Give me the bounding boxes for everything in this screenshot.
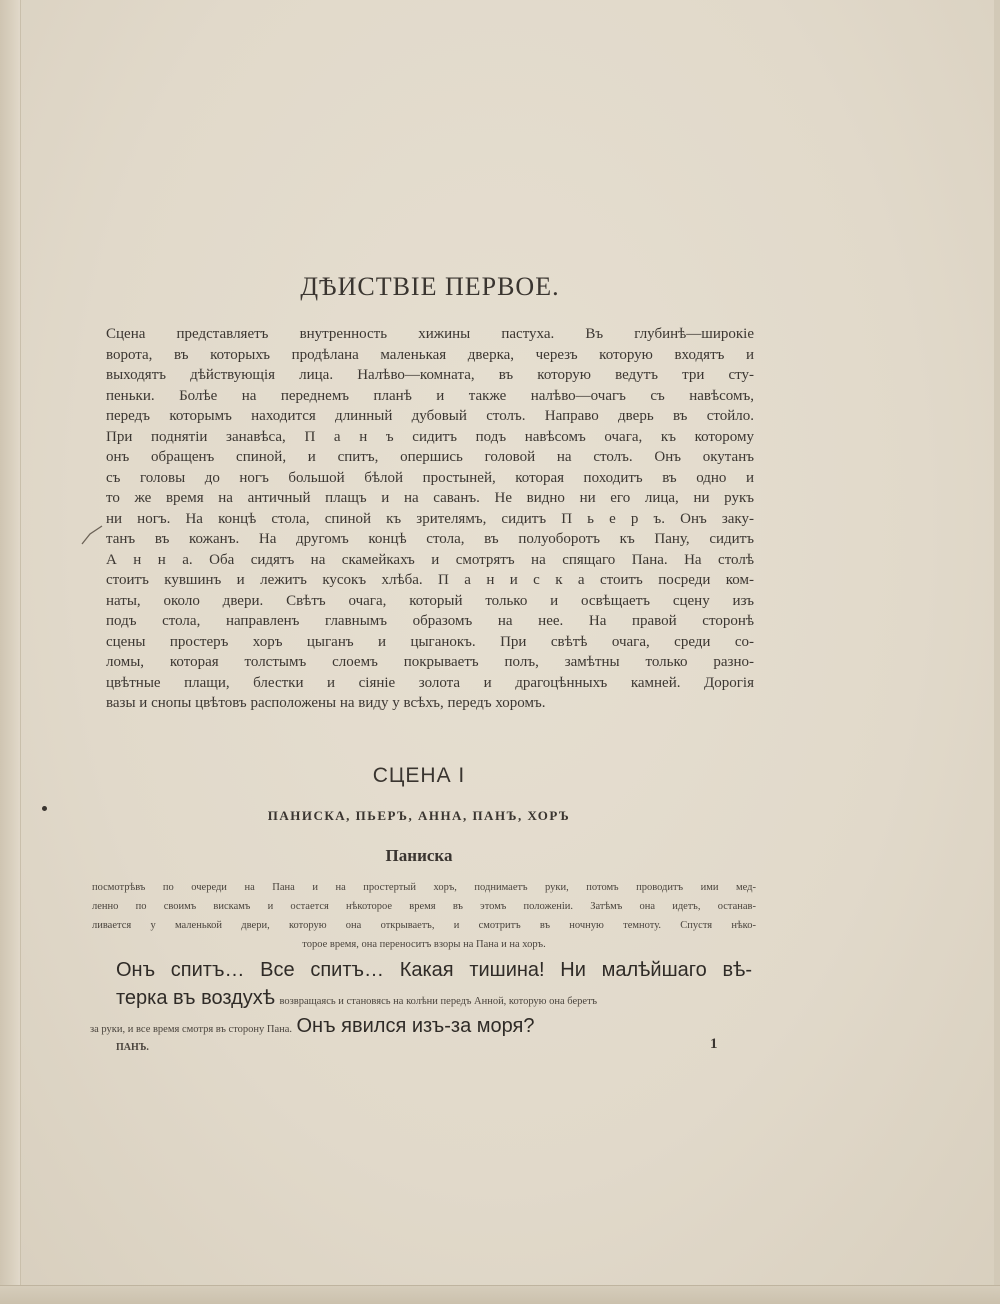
speech-line-2-text: терка въ воздухѣ xyxy=(116,987,276,1009)
stage-line: сцены простеръ хоръ цыганъ и цыганокъ. При свѣтѣ очага, среди со- xyxy=(106,633,754,650)
speech-line-3-direction: за руки, и все время смотря въ сторону Пана. xyxy=(90,1024,293,1035)
stage-line: ломы, которая толстымъ слоемъ покрываетъ полъ, замѣтны только разно- xyxy=(106,654,754,670)
stage-line: выходятъ дѣйствующія лица. Налѣво—комната, въ которую ведутъ три сту- xyxy=(106,367,754,383)
stage-directions xyxy=(106,324,754,714)
stage-line: передъ которымъ находится длинный дубовый столъ. Направо дверь въ стойло. xyxy=(106,408,754,424)
speech-line-3-text: Онъ явился изъ-за моря? xyxy=(296,1015,535,1037)
scene-title: СЦЕНА I xyxy=(372,764,466,787)
stage-line: подъ стола, направленъ главнымъ образомъ на нее. На правой сторонѣ xyxy=(106,613,754,629)
stage-line: пеньки. Болѣе на переднемъ планѣ и также налѣво—очагъ съ навѣсомъ, xyxy=(106,387,754,404)
page-right-edge xyxy=(994,0,1000,1304)
speech-line-2 xyxy=(116,984,756,1012)
stage-line: танъ въ кожанъ. На другомъ концѣ стола, въ полуоборотъ къ Пану, сидитъ xyxy=(106,531,754,547)
speaker-name: Паниска xyxy=(385,846,453,865)
page-number: 1 xyxy=(710,1036,718,1052)
stage-line: то же время на античный плащъ и на саванъ. Не видно ни его лица, ни рукъ xyxy=(106,490,754,506)
stage-line: стоитъ кувшинъ и лежитъ кусокъ хлѣба. П а н и с к а стоитъ посреди ком- xyxy=(106,572,754,588)
pencil-mark-icon xyxy=(80,524,104,546)
stage-line: онъ обращенъ спиной, и спитъ, опершись головой на столъ. Онъ окутанъ xyxy=(106,449,754,465)
stage-line: вазы и снопы цвѣтовъ расположены на виду у всѣхъ, передъ хоромъ. xyxy=(106,695,546,711)
stage-line: наты, около двери. Свѣтъ очага, который только и освѣщаетъ сцену изъ xyxy=(106,592,754,609)
speaker-direction xyxy=(92,878,756,954)
stage-line: А н н а. Оба сидятъ на скамейкахъ и смотрятъ на спящаго Пана. На столѣ xyxy=(106,551,754,568)
page-left-edge xyxy=(0,0,21,1304)
direction-line: торое время, она переноситъ взоры на Пана и на хоръ. xyxy=(302,939,546,950)
stage-line: съ головы до ногъ большой бѣлой простыней, которая походитъ въ одно и xyxy=(106,469,754,486)
direction-line: ливается у маленькой двери, которую она открываетъ, и смотритъ въ ночную темноту. Спустя нѣко- xyxy=(92,920,756,931)
page-bottom-edge xyxy=(0,1285,1000,1304)
stage-line: ворота, въ которыхъ продѣлана маленькая дверка, черезъ которую входятъ и xyxy=(106,346,754,363)
characters-list: ПАНИСКА, ПЬЕРЪ, АННА, ПАНЪ, ХОРЪ xyxy=(267,808,571,823)
stage-line: При поднятіи занавѣса, П а н ъ сидитъ подъ навѣсомъ очага, къ которому xyxy=(106,428,754,445)
speech-block xyxy=(90,956,756,1040)
direction-line: ленно по своимъ вискамъ и остается нѣкоторое время въ этомъ положеніи. Затѣмъ она идетъ, останав- xyxy=(92,901,756,912)
direction-line: посмотрѣвъ по очереди на Пана и на простертый хоръ, поднимаетъ руки, потомъ проводитъ ими мед- xyxy=(92,882,756,893)
speech-line-3 xyxy=(90,1012,756,1040)
speech-line-2-direction: возвращаясь и становясь на колѣни передъ Анной, которую она беретъ xyxy=(279,996,598,1007)
footer-signature: ПАНЪ. xyxy=(116,1042,149,1053)
act-title: ДѢИСТВІЕ ПЕРВОЕ. xyxy=(300,272,560,301)
speech-line-1: Онъ спитъ… Все спитъ… Какая тишина! Ни малѣйшаго вѣ- xyxy=(116,959,752,981)
stage-line: ни ногъ. На концѣ стола, спиной къ зрителямъ, сидитъ П ь е р ъ. Онъ заку- xyxy=(106,510,754,527)
stage-line: Сцена представляетъ внутренность хижины пастуха. Въ глубинѣ—широкіе xyxy=(106,326,754,342)
stage-line: цвѣтные плащи, блестки и сіяніе золота и драгоцѣнныхъ камней. Дорогія xyxy=(106,674,754,691)
